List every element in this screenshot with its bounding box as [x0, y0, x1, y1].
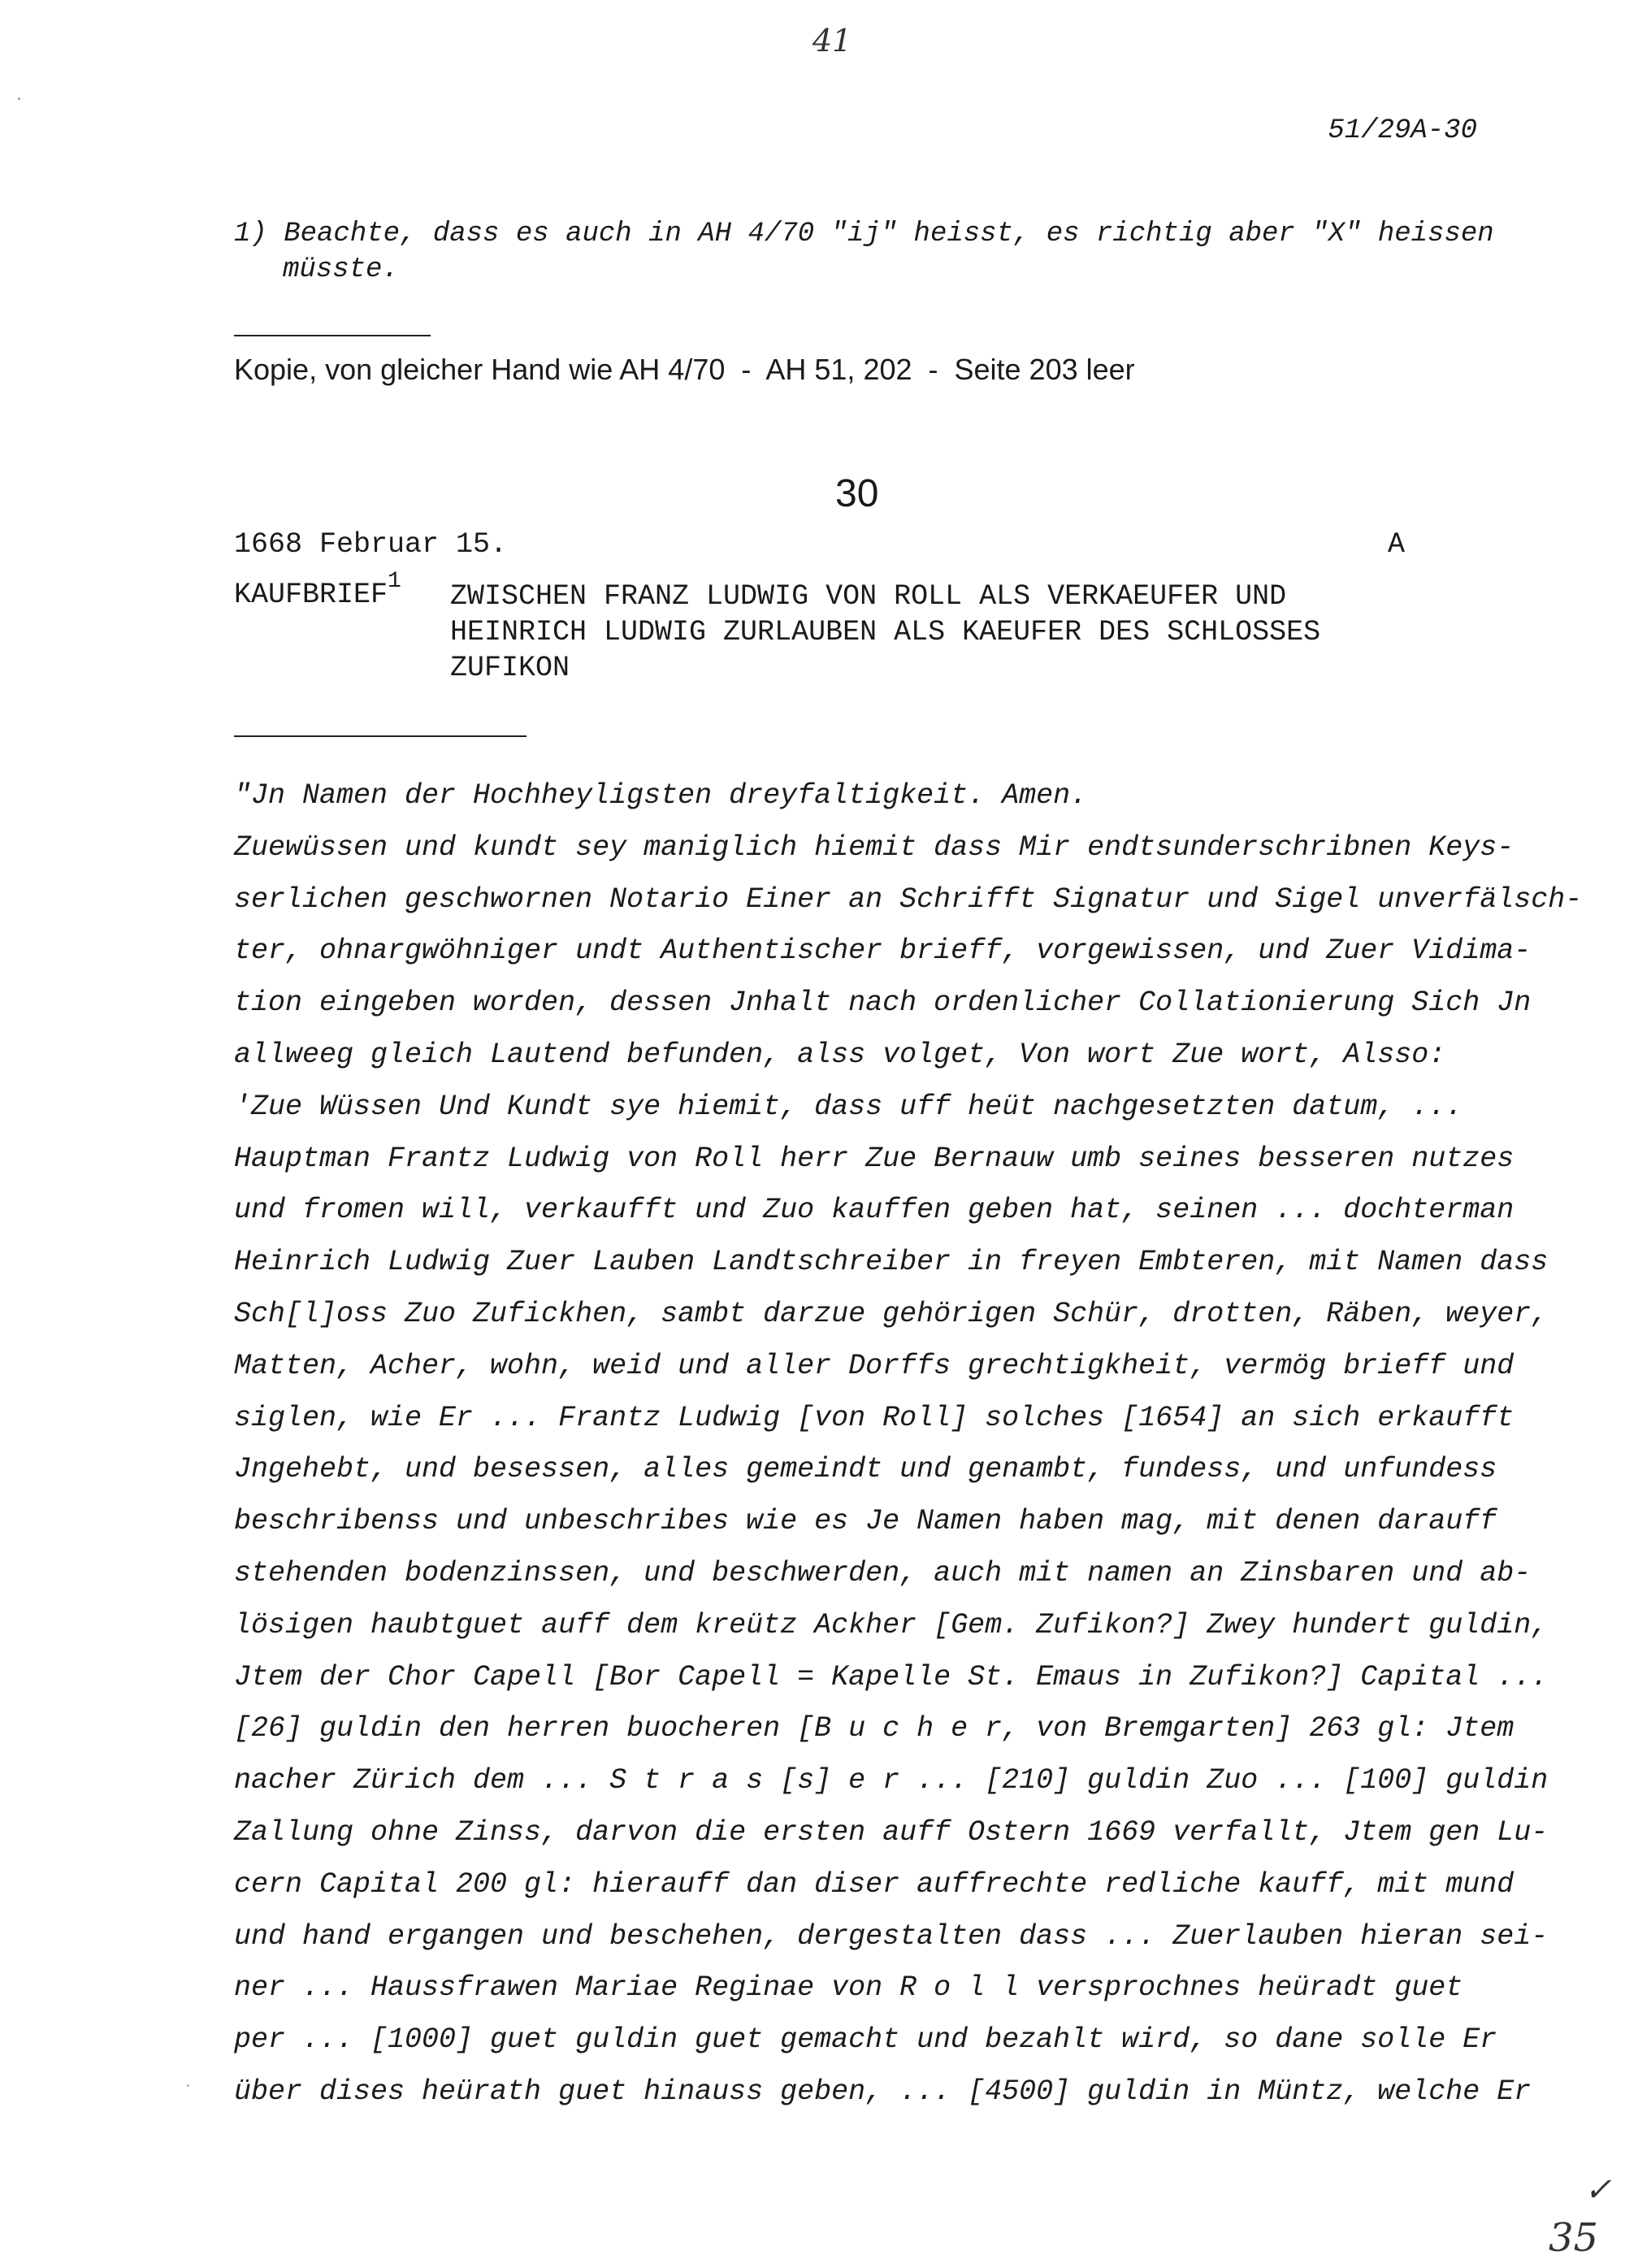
body-line: siglen, wie Er ... Frantz Ludwig [von Roll] solches [1654] an sich erkaufft [234, 1401, 1514, 1434]
body-line: über dises heürath guet hinauss geben, ... [4500] guldin in Müntz, welche Er [234, 2075, 1532, 2108]
footnote-divider [234, 335, 431, 336]
body-line: serlichen geschwornen Notario Einer an Schrifft Signatur und Sigel unverfälsch- [234, 882, 1583, 916]
body-line: 'Zue Wüssen Und Kundt sye hiemit, dass uff heüt nachgesetzten datum, ... [234, 1090, 1463, 1123]
body-line: Hauptman Frantz Ludwig von Roll herr Zue Bernauw umb seines besseren nutzes [234, 1142, 1514, 1175]
body-line: [26] guldin den herren buocheren [B u c h e r, von Bremgarten] 263 gl: Jtem [234, 1712, 1514, 1745]
footnote [234, 216, 1502, 288]
title-divider [234, 735, 526, 737]
footnote-line-1: 1) Beachte, dass es auch in AH 4/70 "ij" heisst, es richtig aber "X" heissen [234, 219, 1494, 249]
archive-reference: 51/29A-30 [1328, 115, 1477, 146]
body-line: "Jn Namen der Hochheyligsten dreyfaltigkeit. Amen. [234, 779, 1088, 812]
body-line: Jtem der Chor Capell [Bor Capell = Kapelle St. Emaus in Zufikon?] Capital ... [234, 1660, 1549, 1693]
footnote-line-2: müsste. [283, 254, 399, 285]
body-line: lösigen haubtguet auff dem kreütz Ackher [Gem. Zufikon?] Zwey hundert guldin, [234, 1608, 1549, 1641]
handwritten-check-mark: ✓ [1584, 2171, 1612, 2209]
body-line: ner ... Haussfrawen Mariae Reginae von R o l l versprochnes heüradt guet [234, 1971, 1463, 2005]
title-line: ZWISCHEN FRANZ LUDWIG VON ROLL ALS VERKAEUFER UND [450, 580, 1287, 613]
document-title-label [234, 569, 401, 611]
body-line: nacher Zürich dem ... S t r a s [s] e r ... [210] guldin Zuo ... [100] guldin [234, 1764, 1549, 1797]
handwritten-page-number: 35 [1549, 2215, 1599, 2261]
document-number: 30 [835, 472, 879, 515]
source-note: Kopie, von gleicher Hand wie AH 4/70 - AH 51, 202 - Seite 203 leer [234, 353, 1135, 386]
body-line: beschribenss und unbeschribes wie es Je Namen haben mag, mit denen darauff [234, 1505, 1497, 1538]
body-line: per ... [1000] guet guldin guet gemacht und bezahlt wird, so dane solle Er [234, 2023, 1497, 2057]
body-line: und hand ergangen und beschehen, dergestalten dass ... Zuerlauben hieran sei- [234, 1919, 1549, 1953]
scan-speck [18, 98, 20, 100]
body-line: Zuewüssen und kundt sey maniglich hiemit dass Mir endtsunderschribnen Keys- [234, 830, 1514, 864]
handwritten-folio: 41 [812, 23, 852, 59]
title-line: HEINRICH LUDWIG ZURLAUBEN ALS KAEUFER DES SCHLOSSES [450, 616, 1321, 648]
title-footnote-marker: 1 [388, 569, 401, 595]
title-line: ZUFIKON [450, 652, 570, 684]
body-line: Heinrich Ludwig Zuer Lauben Landtschreiber in freyen Embteren, mit Namen dass [234, 1246, 1549, 1279]
title-label-text: KAUFBRIEF [234, 579, 388, 611]
document-body [234, 770, 1583, 2118]
body-line: allweeg gleich Lautend befunden, alss volget, Von wort Zue wort, Alsso: [234, 1038, 1446, 1071]
body-line: ter, ohnargwöhniger undt Authentischer brieff, vorgewissen, und Zuer Vidima- [234, 935, 1532, 968]
document-date: 1668 Februar 15. [234, 528, 508, 561]
body-line: und fromen will, verkaufft und Zuo kauffen geben hat, seinen ... dochterman [234, 1194, 1514, 1227]
body-line: stehenden bodenzinssen, und beschwerden, auch mit namen an Zinsbaren und ab- [234, 1556, 1532, 1589]
body-line: tion eingeben worden, dessen Jnhalt nach ordenlicher Collationierung Sich Jn [234, 987, 1532, 1020]
body-line: cern Capital 200 gl: hierauff dan diser auffrechte redliche kauff, mit mund [234, 1867, 1514, 1901]
scan-speck [187, 2084, 189, 2087]
document-series: A [1388, 528, 1406, 561]
body-line: Matten, Acher, wohn, weid und aller Dorffs grechtigkheit, vermög brieff und [234, 1349, 1514, 1382]
body-line: Zallung ohne Zinss, darvon die ersten auff Ostern 1669 verfallt, Jtem gen Lu- [234, 1815, 1549, 1849]
body-line: Jngehebt, und besessen, alles gemeindt und genambt, fundess, und unfundess [234, 1453, 1497, 1486]
document-title [450, 579, 1506, 686]
body-line: Sch[l]oss Zuo Zufickhen, sambt darzue gehörigen Schür, drotten, Räben, weyer, [234, 1297, 1549, 1330]
